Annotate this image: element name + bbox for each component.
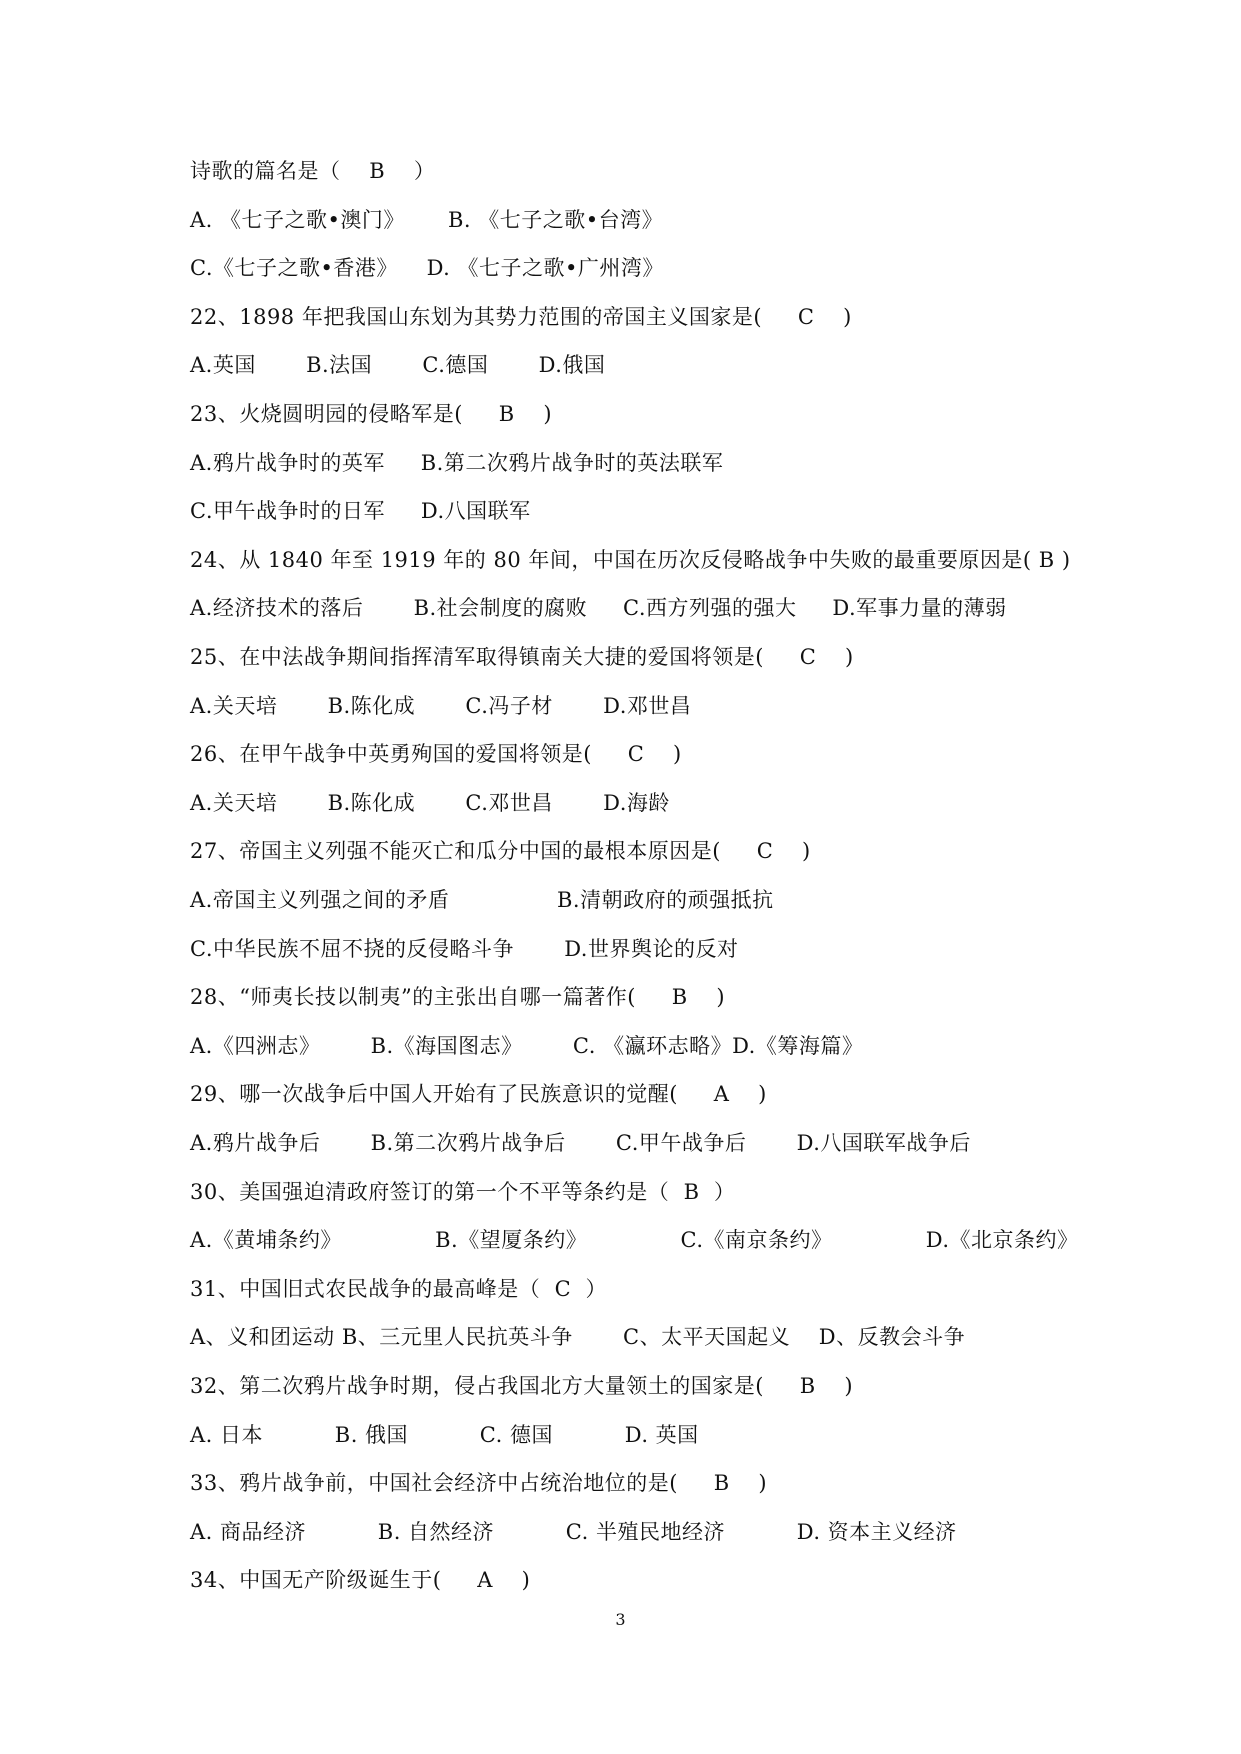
question-31: 31、中国旧式农民战争的最高峰是（ C ）: [190, 1277, 607, 1301]
option-line: A. 日本 B. 俄国 C. 德国 D. 英国: [190, 1423, 699, 1447]
option-line: A.帝国主义列强之间的矛盾 B.清朝政府的顽强抵抗: [190, 888, 774, 912]
option-line: A、义和团运动 B、三元里人民抗英斗争 C、太平天国起义 D、反教会斗争: [190, 1325, 966, 1349]
option-line: A. 《七子之歌•澳门》 B. 《七子之歌•台湾》: [190, 208, 664, 232]
question-30: 30、美国强迫清政府签订的第一个不平等条约是（ B ）: [190, 1180, 736, 1204]
question-27: 27、帝国主义列强不能灭亡和瓜分中国的最根本原因是( C ): [190, 839, 811, 863]
option-line: C.中华民族不屈不挠的反侵略斗争 D.世界舆论的反对: [190, 937, 739, 961]
question-25: 25、在中法战争期间指挥清军取得镇南关大捷的爱国将领是( C ): [190, 645, 854, 669]
option-line: A.鸦片战争时的英军 B.第二次鸦片战争时的英法联军: [190, 451, 724, 475]
question-34: 34、中国无产阶级诞生于( A ): [190, 1568, 531, 1592]
question-32: 32、第二次鸦片战争时期，侵占我国北方大量领土的国家是( B ): [190, 1374, 854, 1398]
question-28: 28、“师夷长技以制夷”的主张出自哪一篇著作( B ): [190, 985, 726, 1009]
option-line: A.关天培 B.陈化成 C.邓世昌 D.海龄: [190, 791, 670, 815]
option-line: A.《黄埔条约》 B.《望厦条约》 C.《南京条约》 D.《北京条约》: [190, 1228, 1079, 1252]
option-line: C.《七子之歌•香港》 D. 《七子之歌•广州湾》: [190, 256, 664, 280]
option-line: A.英国 B.法国 C.德国 D.俄国: [190, 353, 606, 377]
question-26: 26、在甲午战争中英勇殉国的爱国将领是( C ): [190, 742, 682, 766]
option-line: A.《四洲志》 B.《海国图志》 C. 《瀛环志略》D.《筹海篇》: [190, 1034, 864, 1058]
option-line: A.鸦片战争后 B.第二次鸦片战争后 C.甲午战争后 D.八国联军战争后: [190, 1131, 971, 1155]
question-23: 23、火烧圆明园的侵略军是( B ): [190, 402, 553, 426]
option-line: A.关天培 B.陈化成 C.冯子材 D.邓世昌: [190, 694, 692, 718]
page-number: 3: [615, 1610, 626, 1629]
question-29: 29、哪一次战争后中国人开始有了民族意识的觉醒( A ): [190, 1082, 767, 1106]
question-24: 24、从 1840 年至 1919 年的 80 年间，中国在历次反侵略战争中失败的最重要原因是( B ): [190, 548, 1071, 572]
question-22: 22、1898 年把我国山东划为其势力范围的帝国主义国家是( C ): [190, 305, 852, 329]
question-stem-continuation: 诗歌的篇名是（ B ）: [190, 159, 436, 183]
option-line: C.甲午战争时的日军 D.八国联军: [190, 499, 531, 523]
option-line: A.经济技术的落后 B.社会制度的腐败 C.西方列强的强大 D.军事力量的薄弱: [190, 596, 1007, 620]
question-33: 33、鸦片战争前，中国社会经济中占统治地位的是( B ): [190, 1471, 768, 1495]
option-line: A. 商品经济 B. 自然经济 C. 半殖民地经济 D. 资本主义经济: [190, 1520, 957, 1544]
